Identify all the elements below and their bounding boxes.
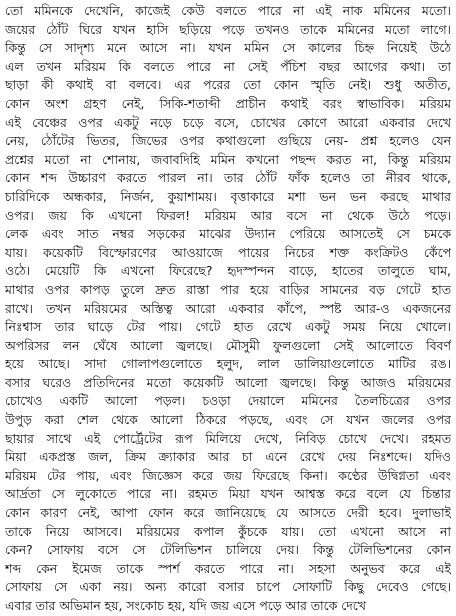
text-line: তো মমিনকে দেখেনি, কাজেই কেউ বলতে পারে না এই নাক মমিনের মতো। [5, 3, 451, 18]
text-line: উপুড় করা শেল থেকে আলো ঠিকরে পড়ছে, এবং সে যখন জলের ওপর [5, 412, 451, 428]
text-line: চারিদিকে অন্ধকার, নির্জন, কুয়াশাময়। বৃত্তাকারে মশা ভন ভন করছে মাথার [5, 188, 451, 204]
text-line: শব্দ কেন ইমেজ তাকে স্পর্শ করতে পারে না। সহসা অনুভব করে এই [5, 560, 451, 576]
text-line: অপরিসর লন ঘেঁষে আলো জ্বলছে। মৌসুমী ফুলগুলো সেই আলোতে বিবর্ণ [5, 337, 451, 353]
text-line: এবার তার অভিমান হয়, সংকোচ হয়, যদি জয় এসে পড়ে আর তাকে দেখে [5, 598, 366, 613]
text-line: লেক এবং সাত নম্বর সড়কের মাঝের উদ্যান পেরিয়ে আসতেই সে চমকে [5, 226, 451, 242]
text-line: ওপর। জয় কি এখনো ফিরল! মরিয়ম আর বসে না থেকে উঠে পড়ে। [5, 207, 451, 223]
text-line: যায়। কয়েকটি বিস্ফোরণের আওয়াজে পায়ের নিচের শক্ত কংক্রিটও কেঁপে [5, 244, 451, 260]
text-line: কোন অংশ গ্রহণ নেই, সিকি-শতাব্দী প্রাচীন কথাই বরং স্বাভাবিক। মরিয়ম [5, 95, 451, 111]
text-line: জয়ের ঠোঁট ঘিরে যখন হাসি ছড়িয়ে পড়ে তখনও তাকে মমিনের মতো লাগে। [5, 21, 451, 37]
text-line: মরিয়ম টের পায়, এবং জিজ্ঞেস করে জয় ফিরেছে কিনা। কণ্ঠের উদ্বিগ্নতা এবং [5, 467, 451, 483]
text-line: এল তখন মরিয়ম কি বলতে পারে না সেই পঁচিশ বছর আগের কথা। তা [5, 58, 451, 74]
text-line: ছাড়া কী কথাই বা বলবে। এর পরের তো কোন স্মৃতি নেই। শুধু অতীত, [5, 77, 451, 93]
text-line: কোন কারণ নেই, আপা ফোন করে জানিয়েছে যে আসতে দেরী হবে। দুলাভাই [5, 505, 451, 521]
text-line: তাকে নিয়ে আসবে। মরিয়মের কপাল কুঁচকে যায়। তো এখনো আসে না [5, 523, 451, 539]
text-line: এই বেঞ্চের ওপর একটু নড়ে চড়ে বসে, চোখের কোণে আরো একবার দেখে [5, 114, 451, 130]
text-line: রাখে। তখন মরিয়মের অস্তিত্ব আরো একবার কাঁপে, স্পষ্ট আর-ও একজনের [5, 300, 451, 316]
text-line: ওঠে। মেয়েটি কি এখনো ফিরেছে? হৃদস্পন্দন বাড়ে, হাতের তালুতে ঘাম, [5, 263, 451, 279]
text-line: মিয়া একপ্রস্ত জল, ক্রিম ক্র্যাকার আর চা এনে রেখে দেয় নিঃশব্দে। যদিও [5, 449, 451, 465]
text-line: নিঃশ্বাস তার ঘাড়ে টের পায়। গেটে হাত রেখে একটু সময় নিয়ে খোলে। [5, 319, 451, 335]
text-line: কিন্তু সে সাদৃশ্য মনে আসে না। যখন মমিন সে কালের চিহ্ন নিয়েই উঠে [5, 40, 451, 56]
text-line: আর্দ্রতা সে লুকোতে পারে না। রহমত মিয়া যখন আশ্বস্ত করে বলে যে চিন্তার [5, 486, 451, 502]
text-line: কোন শব্দ উচ্চারণ করতে পারল না। তার ঠোঁট ফাঁক হলেও তা নীরব থাকে, [5, 170, 451, 186]
text-line: প্রশ্নের মতো না শোনায়, জবাবদিহি মমিন কখনো পছন্দ করত না, কিন্তু মরিয়ম [5, 151, 451, 167]
text-line: কেন? সোফায় বসে সে টেলিভিশন চালিয়ে দেয়। কিন্তু টেলিভিশনের কোন [5, 542, 451, 558]
text-line: হয়ে আছে। সাদা গোলাপগুলোতে হলুদ, লাল ডালিয়াগুলোতে মাটির রঙ। [5, 356, 451, 372]
text-line: নেয়, ঠোঁটের ভিতর, জিভের ওপর কথাগুলো গুছিয়ে নেয়- প্রশ্ন হলেও যেন [5, 133, 451, 149]
text-line: বসার ঘরেও প্রতিদিনের মতো কয়েকটি আলো জ্বলছে। কিন্তু আজও মরিয়মের [5, 374, 451, 390]
text-line: মাথার ওপর কাপড় তুলে দ্রুত রাস্তা পার হয়ে বাড়ির সামনের বড় গেটে হাত [5, 281, 451, 297]
text-line: সোফায় সে একা নয়। অন্য কারো বসার চাপে সোফাটি কিছু দেবেও গেছে। [5, 579, 451, 595]
text-line: চোখেও একটি আলো পড়ল। চওড়া দেয়ালে মমিনের তৈলচিত্রের ওপর [5, 393, 451, 409]
text-line: ছায়ার সাথে এই পোর্ট্রেটের রূপ মিলিয়ে দেখে, নিবিড় চোখে দেখে। রহমত [5, 430, 451, 446]
